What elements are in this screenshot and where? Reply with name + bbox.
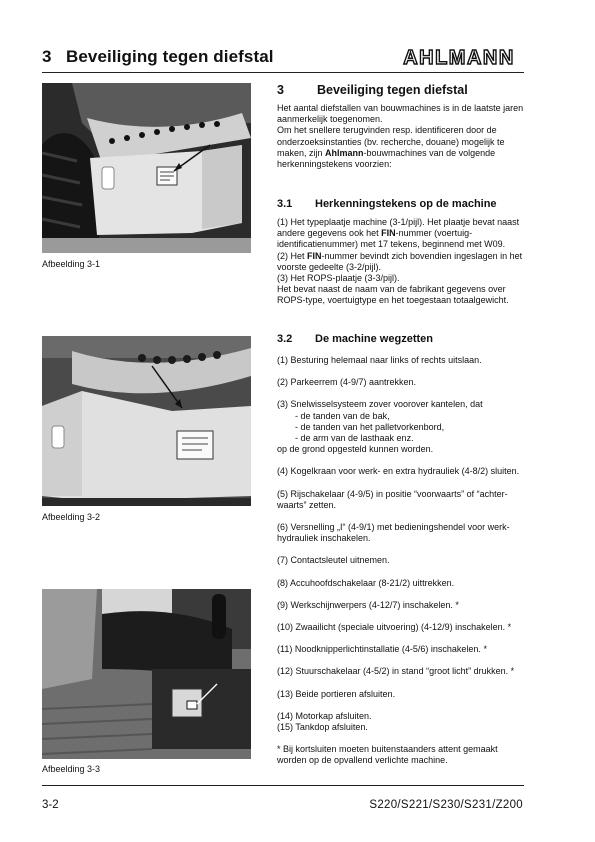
header-section-number: 3 [42,47,52,66]
id-item-2-text: (2) Het [277,250,308,261]
step-10: (10) Zwaailicht (speciale uitvoering) (4-12/9) inschakelen. * [277,622,512,633]
section-3-2-heading [277,333,433,345]
figure-3-2-caption: Afbeelding 3-2 [42,512,101,522]
model-list: S220/S221/S230/S231/Z200 [369,799,523,811]
intro-brand-bold: Ahlmann [325,147,364,158]
figure-3-3-photo [42,589,251,759]
footnote: * Bij kortsluiten moeten buitenstaanders attent gemaakt worden op de opvallend verlichte machine. [277,744,498,766]
id-item-3-detail: Het bevat naast de naam van de fabrikant gegevens over ROPS-type, voertuigtype en het toegestaan totaalgewicht. [277,284,509,306]
id-item-1 [277,217,524,251]
section-3-title: Beveiliging tegen diefstal [317,83,468,97]
step-3-sub-b: - de tanden van het palletvorkenbord, [295,421,445,432]
id-item-1-rest: -nummer (voertuig-identificatienummer) met 17 tekens, beginnend met W09. [277,228,506,250]
step-3: (3) Snelwisselsysteem zover voorover kantelen, dat [277,399,483,410]
intro-paragraph-1: Het aantal diefstallen van bouwmachines is in de laatste jaren aanmerkelijk toegenomen. [277,103,524,125]
step-5: (5) Rijschakelaar (4-9/5) in positie “voorwaarts” of “achter-waarts” zetten. [277,488,508,510]
step-2: (2) Parkeerrem (4-9/7) aantrekken. [277,377,417,388]
section-3-number: 3 [277,83,284,97]
step-7: (7) Contactsleutel uitnemen. [277,555,390,566]
section-3-1-title: Herkenningstekens op de machine [315,198,497,210]
step-13: (13) Beide portieren afsluiten. [277,688,396,699]
id-item-1-text: (1) Het typeplaatje machine (3-1/pijl). Het plaatje bevat naast andere gegevens ook het [277,217,520,239]
step-6: (6) Versnelling „I“ (4-9/1) met bedieningshendel voor werk-hydrauliek inschakelen. [277,522,510,544]
step-15: (15) Tankdop afsluiten. [277,722,368,733]
footer-rule [42,785,524,786]
id-item-2-fin: FIN [307,250,322,261]
step-3-end: op de grond opgesteld kunnen worden. [277,444,434,455]
section-3-heading [277,83,468,97]
step-3-sub-c: - de arm van de lasthaak enz. [295,433,414,444]
step-1: (1) Besturing helemaal naar links of rechts uitslaan. [277,355,482,365]
intro-paragraph-2 [277,125,524,170]
figure-3-1-photo [42,83,251,253]
section-3-1-number: 3.1 [277,198,293,210]
section-3-1-heading [277,198,497,210]
step-11: (11) Noodknipperlichtinstallatie (4-5/6) inschakelen. * [277,644,487,655]
intro-text-a: Om het snellere terugvinden resp. identificeren door de onderzoeksinstanties (bv. recherche, douane) mogelijk te maken, zijn [277,125,505,158]
page-number: 3-2 [42,799,59,811]
figure-3-1-caption: Afbeelding 3-1 [42,259,101,269]
step-9: (9) Werkschijnwerpers (4-12/7) inschakelen. * [277,599,459,610]
ahlmann-logo [396,46,522,68]
step-14: (14) Motorkap afsluiten. [277,710,372,721]
intro-text-c: -bouwmachines van de volgende herkenningstekens voorzien: [277,147,496,170]
section-3-1-body [277,217,524,307]
page-header-title [42,47,274,67]
id-item-3: (3) Het ROPS-plaatje (3-3/pijl). [277,273,400,284]
id-item-2 [277,251,524,273]
step-12: (12) Stuurschakelaar (4-5/2) in stand “groot licht” drukken. * [277,666,515,677]
header-rule [42,72,524,73]
step-8: (8) Accuhoofdschakelaar (8-21/2) uittrekken. [277,577,455,588]
figure-3-2-photo [42,336,251,506]
figure-3-3-caption: Afbeelding 3-3 [42,764,101,774]
brand-wordmark: AHLMANN [403,47,515,68]
step-4: (4) Kogelkraan voor werk- en extra hydrauliek (4-8/2) sluiten. [277,466,520,477]
step-3-sub-a: - de tanden van de bak, [295,410,390,421]
section-3-2-title: De machine wegzetten [315,333,433,345]
id-item-2-rest: -nummer bevindt zich bovendien ingeslagen in het voorste gedeelte (3-2/pijl). [277,250,523,272]
section-3-intro [277,103,524,170]
section-3-2-number: 3.2 [277,333,293,345]
id-item-1-fin: FIN [381,228,396,239]
header-section-title: Beveiliging tegen diefstal [66,47,274,66]
section-3-2-list [277,355,524,767]
